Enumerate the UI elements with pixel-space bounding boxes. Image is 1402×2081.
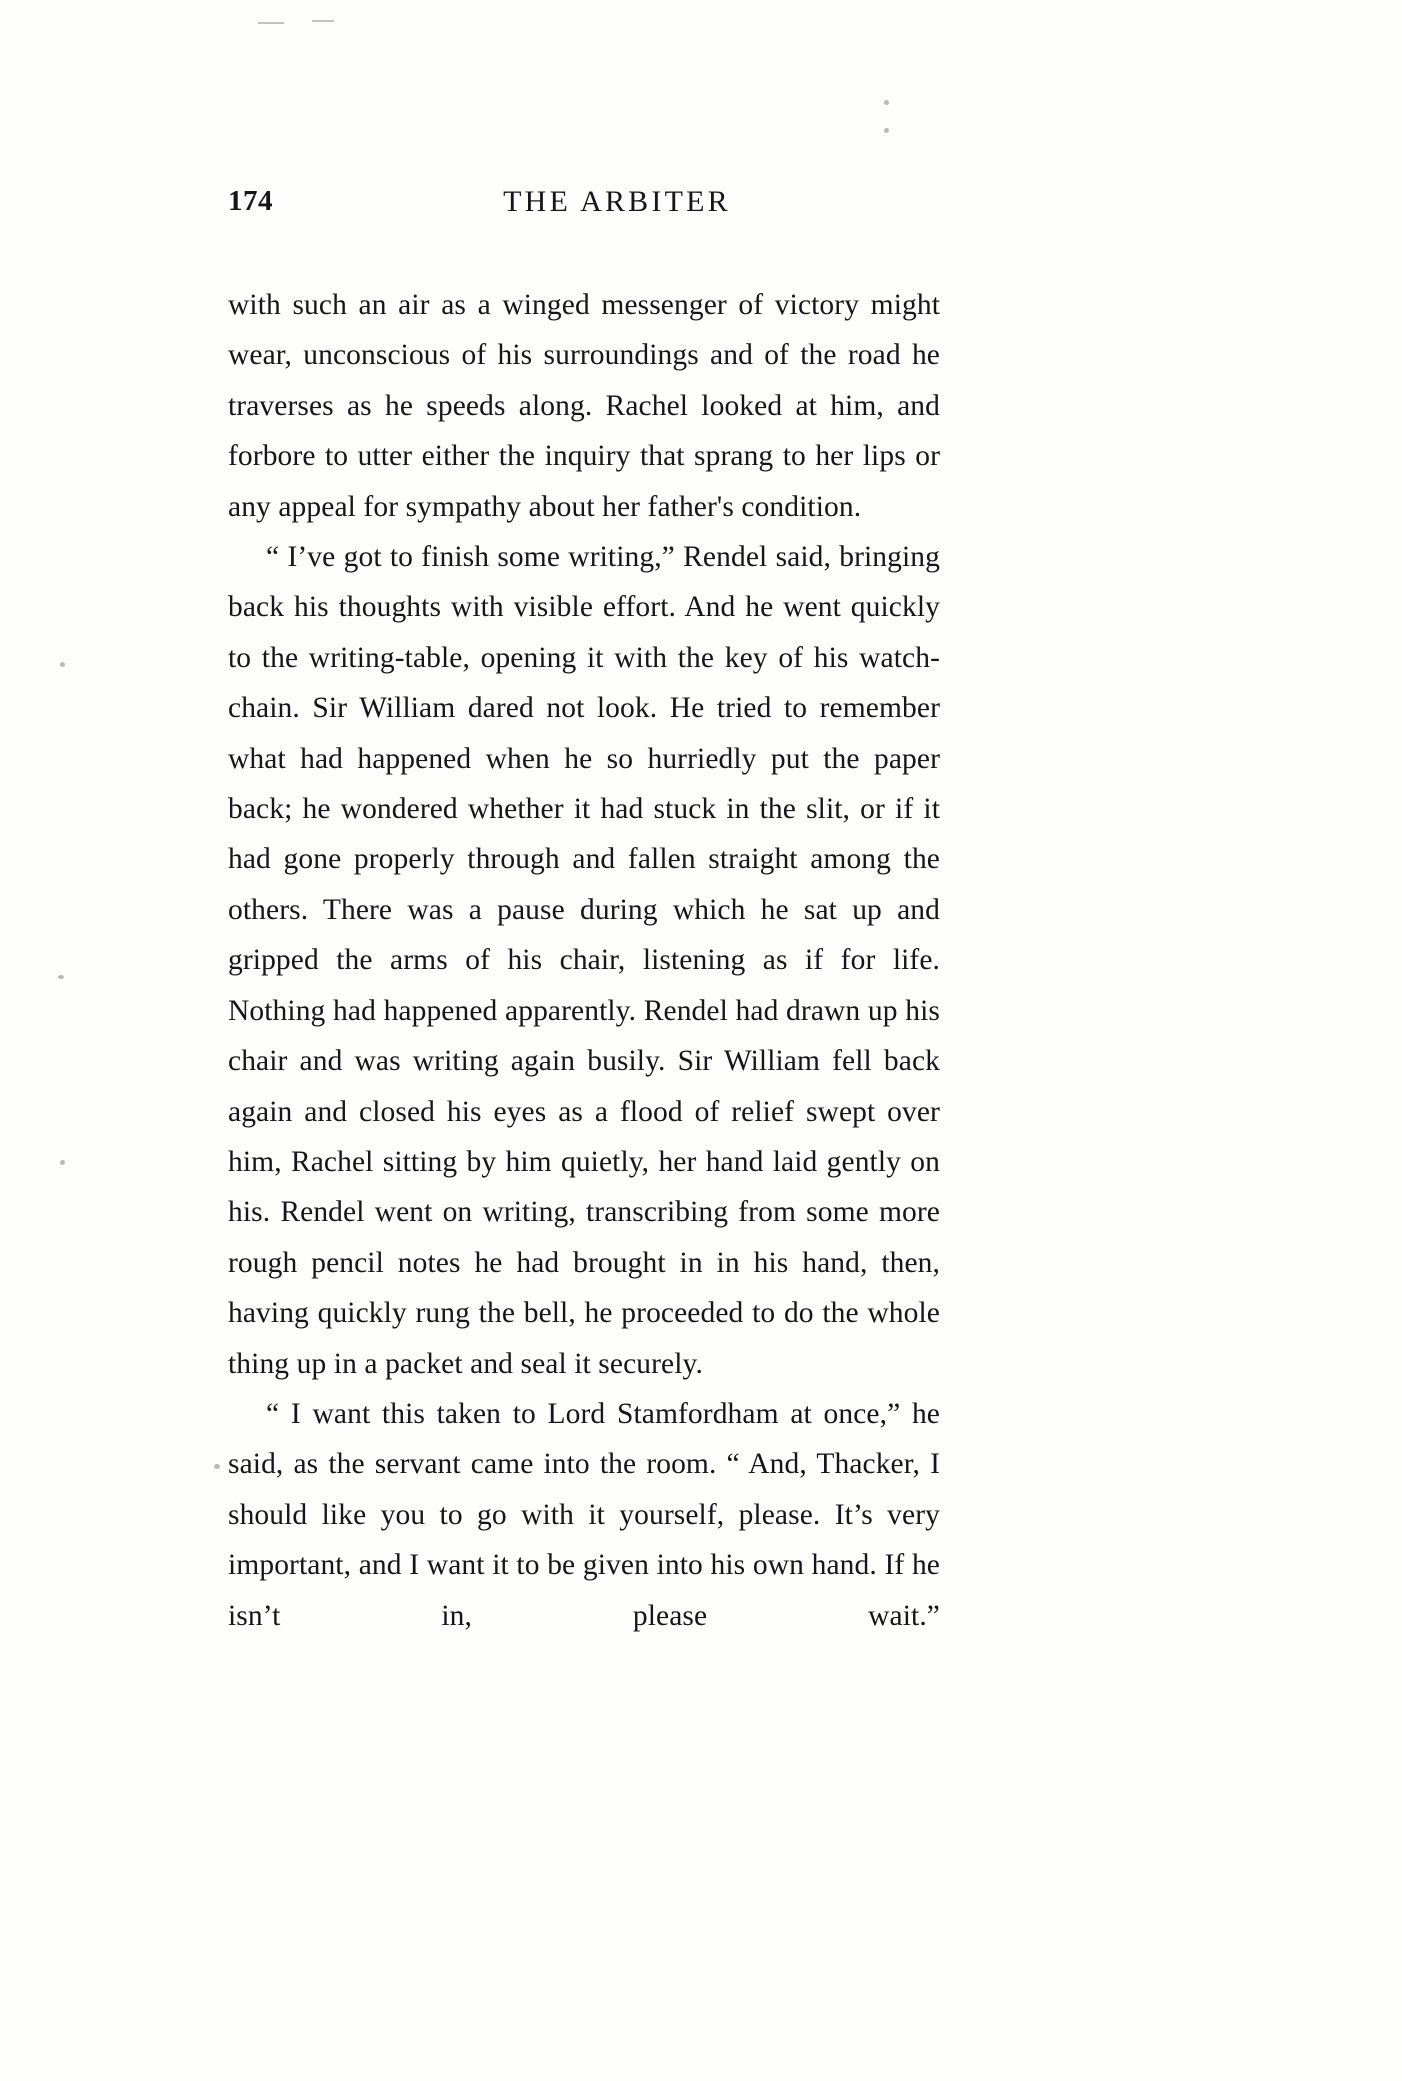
body-text (228, 280, 940, 1691)
scan-speck (884, 100, 889, 105)
scan-mark (312, 20, 334, 22)
running-title: THE ARBITER (503, 185, 731, 218)
scan-speck (58, 975, 64, 979)
paragraph: “ I’ve got to finish some writing,” Rendel said, bringing back his thoughts with visible effort. And he went quickly to the writing-table, opening it with the key of his watch-chain. Sir William dared not look. He tried to remember what had happened when he so hurriedly put the paper back; he wondered whether it had stuck in the slit, or if it had gone properly through and fallen straight among the others. There was a pause during which he sat up and gripped the arms of his chair, listening as if for life. Nothing had happened apparently. Rendel had drawn up his chair and was writing again busily. Sir William fell back again and closed his eyes as a flood of relief swept over him, Rachel sitting by him quietly, her hand laid gently on his. Rendel went on writing, transcribing from some more rough pencil notes he had brought in in his hand, then, having quickly rung the bell, he proceeded to do the whole thing up in a packet and seal it securely. (228, 541, 940, 1380)
scan-speck (60, 1160, 65, 1165)
page-number: 174 (228, 185, 273, 217)
scan-mark (258, 22, 284, 24)
page-header (228, 185, 946, 229)
scan-speck (60, 662, 65, 667)
paragraph: with such an air as a winged messenger of victory might wear, unconscious of his surroundings and of the road he traverses as he speeds along. Rachel looked at him, and forbore to utter either the inquiry that sprang to her lips or any appeal for sympathy about her father's condition. (228, 289, 940, 523)
paragraph: “ I want this taken to Lord Stamfordham at once,” he said, as the servant came into the room. “ And, Thacker, I should like you to go with it yourself, please. It’s very important, and I want it to be given into his own hand. If he isn’t in, please wait.” (228, 1397, 940, 1632)
scan-speck (214, 1464, 220, 1469)
scan-speck (884, 128, 889, 133)
